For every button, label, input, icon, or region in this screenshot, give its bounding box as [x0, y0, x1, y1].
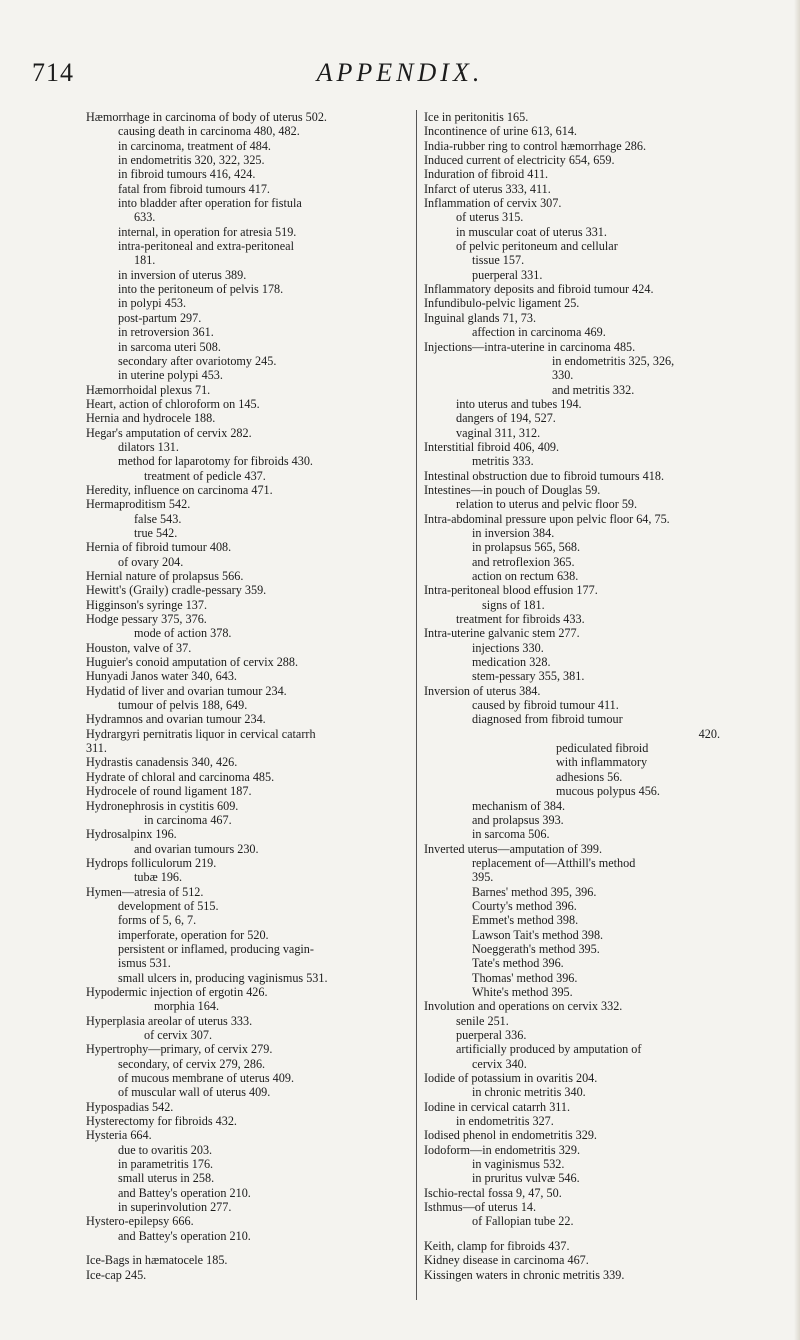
index-entry: Hermaproditism 542.: [86, 497, 191, 512]
index-entry: Hunyadi Janos water 340, 643.: [86, 669, 237, 684]
index-entry: artificially produced by amputation of: [456, 1042, 642, 1057]
index-entry: tubæ 196.: [134, 870, 183, 885]
index-entry: signs of 181.: [482, 597, 545, 612]
index-entry: of Fallopian tube 22.: [472, 1214, 574, 1229]
index-entry: tumour of pelvis 188, 649.: [118, 698, 248, 713]
index-entry: vaginal 311, 312.: [456, 425, 541, 440]
index-entry: Hydrosalpinx 196.: [86, 827, 177, 842]
index-entry: tissue 157.: [472, 253, 525, 268]
index-entry: pediculated fibroid: [556, 741, 649, 756]
index-entry: persistent or inflamed, producing vagin-: [118, 941, 314, 956]
index-entry: into the peritoneum of pelvis 178.: [118, 282, 284, 297]
index-entry: and Battey's operation 210.: [118, 1228, 251, 1243]
page-edge: [794, 0, 800, 1340]
index-entry: Hysterectomy for fibroids 432.: [86, 1114, 237, 1129]
index-entry: in fibroid tumours 416, 424.: [118, 167, 256, 182]
index-entry: in parametritis 176.: [118, 1157, 214, 1172]
index-entry: Infarct of uterus 333, 411.: [424, 181, 551, 196]
index-entry: Lawson Tait's method 398.: [472, 927, 604, 942]
index-entry: in sarcoma 506.: [472, 827, 550, 842]
index-entry: Intra-abdominal pressure upon pelvic floor 64, 75.: [424, 511, 670, 526]
index-entry: Hysteria 664.: [86, 1128, 152, 1143]
index-entry: in retroversion 361.: [118, 325, 214, 340]
index-entry: into bladder after operation for fistula: [118, 196, 302, 211]
index-column-left: [86, 110, 410, 1300]
index-entry: Thomas' method 396.: [472, 970, 578, 985]
index-entry: treatment for fibroids 433.: [456, 612, 585, 627]
index-entry: Hydrastis canadensis 340, 426.: [86, 755, 238, 770]
index-entry: Inversion of uterus 384.: [424, 683, 541, 698]
running-title: APPENDIX.: [316, 58, 484, 87]
index-entry: in chronic metritis 340.: [472, 1085, 586, 1100]
index-entry: Noeggerath's method 395.: [472, 941, 600, 956]
index-entry: Inflammatory deposits and fibroid tumour 424.: [424, 282, 654, 297]
index-entry: affection in carcinoma 469.: [472, 325, 606, 340]
index-entry: false 543.: [134, 511, 182, 526]
index-entry: Tate's method 396.: [472, 956, 564, 971]
index-entry: Kidney disease in carcinoma 467.: [424, 1253, 589, 1268]
index-entry: development of 515.: [118, 898, 219, 913]
index-entry: Involution and operations on cervix 332.: [424, 999, 623, 1014]
index-entry: Houston, valve of 37.: [86, 640, 192, 655]
index-entry: and metritis 332.: [552, 382, 635, 397]
index-entry: mucous polypus 456.: [556, 784, 660, 799]
index-entry: imperforate, operation for 520.: [118, 927, 269, 942]
index-entry: Interstitial fibroid 406, 409.: [424, 439, 560, 454]
index-entry: Infundibulo-pelvic ligament 25.: [424, 296, 580, 311]
index-entry: Inguinal glands 71, 73.: [424, 310, 537, 325]
index-entry: puerperal 331.: [472, 267, 543, 282]
index-entry: stem-pessary 355, 381.: [472, 669, 585, 684]
index-entry: Hæmorrhage in carcinoma of body of uterus 502.: [86, 110, 327, 124]
index-entry: Hodge pessary 375, 376.: [86, 612, 207, 627]
index-entry: Hypertrophy—primary, of cervix 279.: [86, 1042, 273, 1057]
index-entry: Courty's method 396.: [472, 898, 577, 913]
index-entry: of ovary 204.: [118, 554, 184, 569]
index-entry: of muscular wall of uterus 409.: [118, 1085, 271, 1100]
index-entry: treatment of pedicle 437.: [144, 468, 266, 483]
index-entry: senile 251.: [456, 1013, 509, 1028]
index-entry: Iodoform—in endometritis 329.: [424, 1142, 581, 1157]
index-entry: Intestinal obstruction due to fibroid tumours 418.: [424, 468, 664, 483]
index-column-right: [416, 110, 740, 1300]
index-entry: Inflammation of cervix 307.: [424, 196, 562, 211]
index-entry: secondary, of cervix 279, 286.: [118, 1056, 266, 1071]
index-entry: internal, in operation for atresia 519.: [118, 224, 297, 239]
index-entry: Intra-peritoneal blood effusion 177.: [424, 583, 598, 598]
index-entry: Hydrops folliculorum 219.: [86, 855, 217, 870]
index-entry: Hydatid of liver and ovarian tumour 234.: [86, 683, 287, 698]
index-entry: mode of action 378.: [134, 626, 232, 641]
index-entry: in pruritus vulvæ 546.: [472, 1171, 580, 1186]
index-entry: and retroflexion 365.: [472, 554, 575, 569]
index-entry: injections 330.: [472, 640, 544, 655]
index-entry: Intestines—in pouch of Douglas 59.: [424, 482, 601, 497]
index-entry: in carcinoma, treatment of 484.: [118, 138, 271, 153]
index-entry: 395.: [472, 870, 494, 885]
index-entry: Hydrate of chloral and carcinoma 485.: [86, 769, 275, 784]
index-entry: with inflammatory: [556, 755, 648, 770]
index-entry: post-partum 297.: [118, 310, 202, 325]
index-entry: Hæmorrhoidal plexus 71.: [86, 382, 211, 397]
index-entry: in inversion 384.: [472, 525, 555, 540]
index-entry: of pelvic peritoneum and cellular: [456, 239, 618, 254]
index-entry: due to ovaritis 203.: [118, 1142, 213, 1157]
index-entry: Induration of fibroid 411.: [424, 167, 549, 182]
index-entry: Hydrargyri pernitratis liquor in cervical catarrh: [86, 726, 316, 741]
index-entry: 330.: [552, 368, 574, 383]
index-entry: in endometritis 325, 326,: [552, 353, 675, 368]
index-entry: 633.: [134, 210, 156, 225]
index-entry: adhesions 56.: [556, 769, 623, 784]
index-entry: cervix 340.: [472, 1056, 527, 1071]
index-entry: Hypodermic injection of ergotin 426.: [86, 984, 268, 999]
index-entry: Hernia of fibroid tumour 408.: [86, 540, 232, 555]
index-entry: and prolapsus 393.: [472, 812, 564, 827]
index-entry: Hymen—atresia of 512.: [86, 884, 204, 899]
index-entry: Isthmus—of uterus 14.: [424, 1200, 537, 1215]
index-entry: in endometritis 327.: [456, 1114, 554, 1129]
index-entry: Kissingen waters in chronic metritis 339.: [424, 1267, 625, 1282]
index-entry: in vaginismus 532.: [472, 1157, 565, 1172]
index-entry: Keith, clamp for fibroids 437.: [424, 1238, 570, 1253]
index-entry: in sarcoma uteri 508.: [118, 339, 221, 354]
index-entry: fatal from fibroid tumours 417.: [118, 181, 270, 196]
index-entry: replacement of—Atthill's method: [472, 855, 636, 870]
index-entry: Hydramnos and ovarian tumour 234.: [86, 712, 266, 727]
index-entry: Incontinence of urine 613, 614.: [424, 124, 577, 139]
index-entry: mechanism of 384.: [472, 798, 566, 813]
index-entry: method for laparotomy for fibroids 430.: [118, 454, 313, 469]
index-entry: metritis 333.: [472, 454, 534, 469]
index-entry: Heredity, influence on carcinoma 471.: [86, 482, 273, 497]
index-entry: India-rubber ring to control hæmorrhage 286.: [424, 138, 647, 153]
index-entry: action on rectum 638.: [472, 569, 579, 583]
index-entry: White's method 395.: [472, 984, 573, 999]
index-entry: puerperal 336.: [456, 1028, 527, 1042]
index-entry: of cervix 307.: [144, 1028, 213, 1042]
index-columns: [86, 110, 760, 1300]
index-entry: Hewitt's (Graily) cradle-pessary 359.: [86, 583, 267, 598]
index-entry: in inversion of uterus 389.: [118, 267, 247, 282]
index-entry: of mucous membrane of uterus 409.: [118, 1071, 294, 1086]
index-entry: Hernial nature of prolapsus 566.: [86, 569, 244, 583]
index-entry: Barnes' method 395, 396.: [472, 884, 597, 899]
index-entry: forms of 5, 6, 7.: [118, 913, 197, 928]
index-entry: caused by fibroid tumour 411.: [472, 698, 619, 713]
index-entry: Iodised phenol in endometritis 329.: [424, 1128, 597, 1143]
index-entry: Inverted uterus—amputation of 399.: [424, 841, 603, 856]
index-entry: Ice in peritonitis 165.: [424, 110, 529, 124]
index-entry: into uterus and tubes 194.: [456, 396, 582, 411]
index-entry: Hystero-epilepsy 666.: [86, 1214, 194, 1229]
index-entry: Iodine in cervical catarrh 311.: [424, 1099, 571, 1114]
index-entry: in endometritis 320, 322, 325.: [118, 153, 265, 168]
index-entry: ismus 531.: [118, 956, 171, 971]
index-entry: and ovarian tumours 230.: [134, 841, 259, 856]
index-entry: Injections—intra-uterine in carcinoma 485.: [424, 339, 636, 354]
index-entry: Hernia and hydrocele 188.: [86, 411, 216, 426]
index-entry: Hydronephrosis in cystitis 609.: [86, 798, 239, 813]
index-entry: Hyperplasia areolar of uterus 333.: [86, 1013, 253, 1028]
index-entry: morphia 164.: [154, 999, 219, 1014]
index-entry: causing death in carcinoma 480, 482.: [118, 124, 300, 139]
index-entry: small ulcers in, producing vaginismus 531.: [118, 970, 328, 985]
index-entry: in muscular coat of uterus 331.: [456, 224, 607, 239]
index-entry: Intra-uterine galvanic stem 277.: [424, 626, 580, 641]
index-entry: Huguier's conoid amputation of cervix 288.: [86, 655, 299, 670]
index-entry: Hegar's amputation of cervix 282.: [86, 425, 252, 440]
index-entry: Emmet's method 398.: [472, 913, 579, 928]
index-entry: 420.: [698, 726, 720, 741]
index-entry: secondary after ovariotomy 245.: [118, 353, 277, 368]
index-entry: Iodide of potassium in ovaritis 204.: [424, 1071, 598, 1086]
index-entry: Hypospadias 542.: [86, 1099, 174, 1114]
index-entry: medication 328.: [472, 655, 551, 670]
index-entry: Hydrocele of round ligament 187.: [86, 784, 252, 799]
index-entry: Higginson's syringe 137.: [86, 597, 208, 612]
index-entry: Heart, action of chloroform on 145.: [86, 396, 260, 411]
index-entry: Ice-Bags in hæmatocele 185.: [86, 1253, 228, 1268]
index-entry: in polypi 453.: [118, 296, 187, 311]
index-entry: 181.: [134, 253, 156, 268]
index-entry: Ice-cap 245.: [86, 1267, 147, 1282]
page-number: 714: [32, 58, 74, 87]
index-entry: diagnosed from fibroid tumour: [472, 712, 623, 727]
index-entry: in uterine polypi 453.: [118, 368, 223, 383]
index-entry: 311.: [86, 741, 107, 756]
index-entry: and Battey's operation 210.: [118, 1185, 251, 1200]
index-entry: in superinvolution 277.: [118, 1200, 232, 1215]
index-entry: intra-peritoneal and extra-peritoneal: [118, 239, 294, 254]
index-entry: true 542.: [134, 525, 178, 540]
index-entry: in prolapsus 565, 568.: [472, 540, 580, 555]
index-entry: Induced current of electricity 654, 659.: [424, 153, 615, 168]
index-entry: Ischio-rectal fossa 9, 47, 50.: [424, 1185, 562, 1200]
index-entry: of uterus 315.: [456, 210, 524, 225]
index-entry: dangers of 194, 527.: [456, 411, 556, 426]
index-entry: relation to uterus and pelvic floor 59.: [456, 497, 638, 512]
index-entry: small uterus in 258.: [118, 1171, 215, 1186]
index-entry: in carcinoma 467.: [144, 812, 232, 827]
index-entry: dilators 131.: [118, 439, 179, 454]
